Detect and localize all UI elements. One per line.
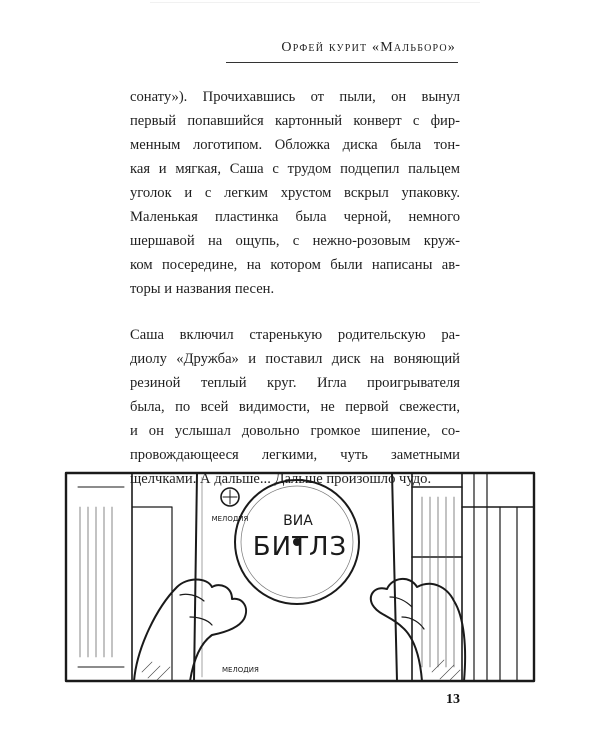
text-line: резиной теплый круг. Игла проигрывателя [130, 375, 460, 391]
text-line: кая и мягкая, Саша с трудом подцепил пальцем [130, 161, 460, 177]
running-head: Орфей курит «Мальборо» [281, 40, 456, 55]
illustration-frame [66, 473, 534, 681]
record-illustration [62, 467, 538, 687]
body-text [130, 85, 460, 491]
record-label-main: БИТЛЗ [252, 532, 348, 562]
text-line: сонату»). Прочихавшись от пыли, он вынул [130, 89, 460, 105]
paragraph-1 [130, 85, 460, 301]
bleed-through-shadow [150, 2, 480, 33]
text-line: диолу «Дружба» и поставил диск на воняющий [130, 351, 460, 367]
text-line: торы и названия песен. [130, 281, 275, 297]
paragraph-2 [130, 323, 460, 491]
illustration-drawing [62, 467, 538, 687]
header-rule [226, 62, 458, 63]
left-cabinet [66, 473, 132, 681]
text-line: первый попавшийся картонный конверт с фир- [130, 113, 460, 129]
text-line: менным логотипом. Обложка диска была тон- [130, 137, 460, 153]
text-line: уголок и с легким хрустом вскрыл упаковку. [130, 185, 460, 201]
page-number: 13 [446, 692, 460, 707]
text-line: провождающееся легкими, чуть заметными [130, 447, 460, 463]
text-line: и он услышал довольно громкое шипение, со- [130, 423, 460, 439]
sleeve-brand: МЕЛОДИЯ [222, 666, 259, 674]
right-hand-icon [371, 579, 465, 681]
text-line: Маленькая пластинка была черной, немного [130, 209, 460, 225]
text-line: была, по всей видимости, не первой свежести, [130, 399, 460, 415]
brand-small: МЕЛОДИЯ [211, 515, 249, 523]
text-line: щелчками. А дальше... Дальше произошло чудо. [130, 471, 432, 487]
text-line: ком посередине, на котором были написаны ав- [130, 257, 460, 273]
record-label-top: ВИА [283, 513, 313, 529]
text-line: Саша включил старенькую родительскую ра- [130, 327, 460, 343]
text-line: шершавой на ощупь, с нежно-розовым круж- [130, 233, 460, 249]
